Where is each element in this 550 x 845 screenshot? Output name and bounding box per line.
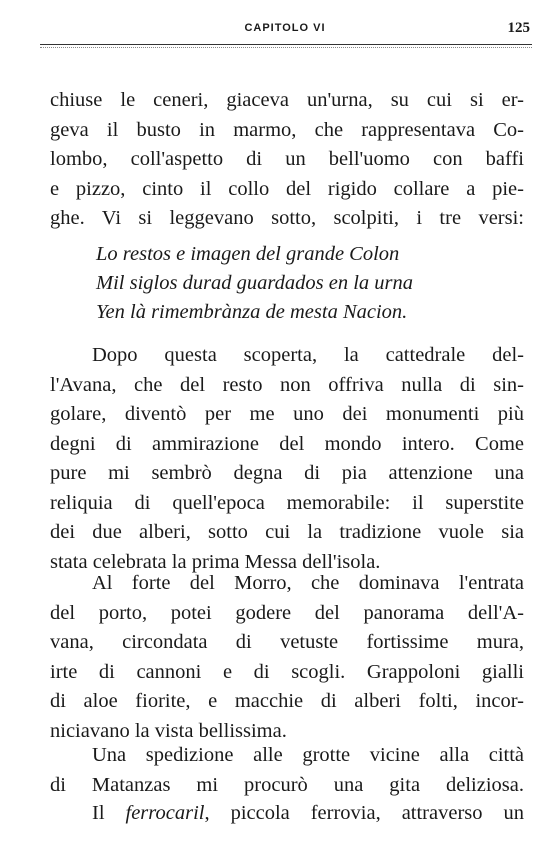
text-line: vana, circondata di vetuste fortissime mura, [50,631,524,653]
text-line: stata celebrata la prima Messa dell'isola. [50,550,381,573]
italic-term: ferrocaril [125,802,205,824]
text-line: di aloe fiorite, e macchie di alberi folti, incor- [50,690,524,712]
text-line: l'Avana, che del resto non offriva nulla di sin- [50,373,524,396]
header-rule-secondary [40,47,532,48]
text-line: pure mi sembrò degna di pia attenzione una [50,462,524,484]
paragraph-5 [50,799,524,829]
text-line: geva il busto in marmo, che rappresentava Co- [50,118,524,141]
text-line: Una spedizione alle grotte vicine alla città [92,744,524,766]
text-line: ghe. Vi si leggevano sotto, scolpiti, i tre versi: [50,207,524,229]
text-line: e pizzo, cinto il collo del rigido collare a pie- [50,177,524,200]
verse-line: Lo restos e imagen del grande Colon [96,243,400,265]
text-line: chiuse le ceneri, giaceva un'urna, su cui si er- [50,89,524,111]
header-rule [40,44,532,45]
paragraph-2 [50,341,524,577]
text-line: del porto, potei godere del panorama dell'A- [50,601,524,624]
text-line: degni di ammirazione del mondo intero. Come [50,432,524,455]
text-line: niciavano la vista bellissima. [50,719,287,742]
text-fragment: , piccola ferrovia, attraverso un [204,802,524,824]
verse-line: Yen là rimembrànza de mesta Nacion. [96,301,408,323]
verse-line: Mil siglos durad guardados en la urna [96,272,414,294]
text-line: Dopo questa scoperta, la cattedrale del- [92,344,524,366]
text-fragment: Il [92,802,126,824]
running-head [40,20,530,42]
paragraph-1 [50,86,524,234]
text-line: golare, diventò per me uno dei monumenti più [50,403,524,425]
paragraph-3 [50,569,524,746]
verse-quote [96,240,413,327]
text-line: di Matanzas mi procurò una gita deliziosa. [50,773,524,796]
text-line [50,799,524,829]
text-line: irte di cannoni e di scogli. Grappoloni gialli [50,660,524,683]
text-line: Al forte del Morro, che dominava l'entrata [92,572,524,594]
chapter-title: CAPITOLO VI [244,22,326,34]
page-number: 125 [507,20,530,36]
paragraph-4 [50,741,524,800]
text-line: reliquia di quell'epoca memorabile: il superstite [50,491,524,514]
text-line: lombo, coll'aspetto di un bell'uomo con baffi [50,148,524,170]
text-line: dei due alberi, sotto cui la tradizione vuole sia [50,521,524,543]
